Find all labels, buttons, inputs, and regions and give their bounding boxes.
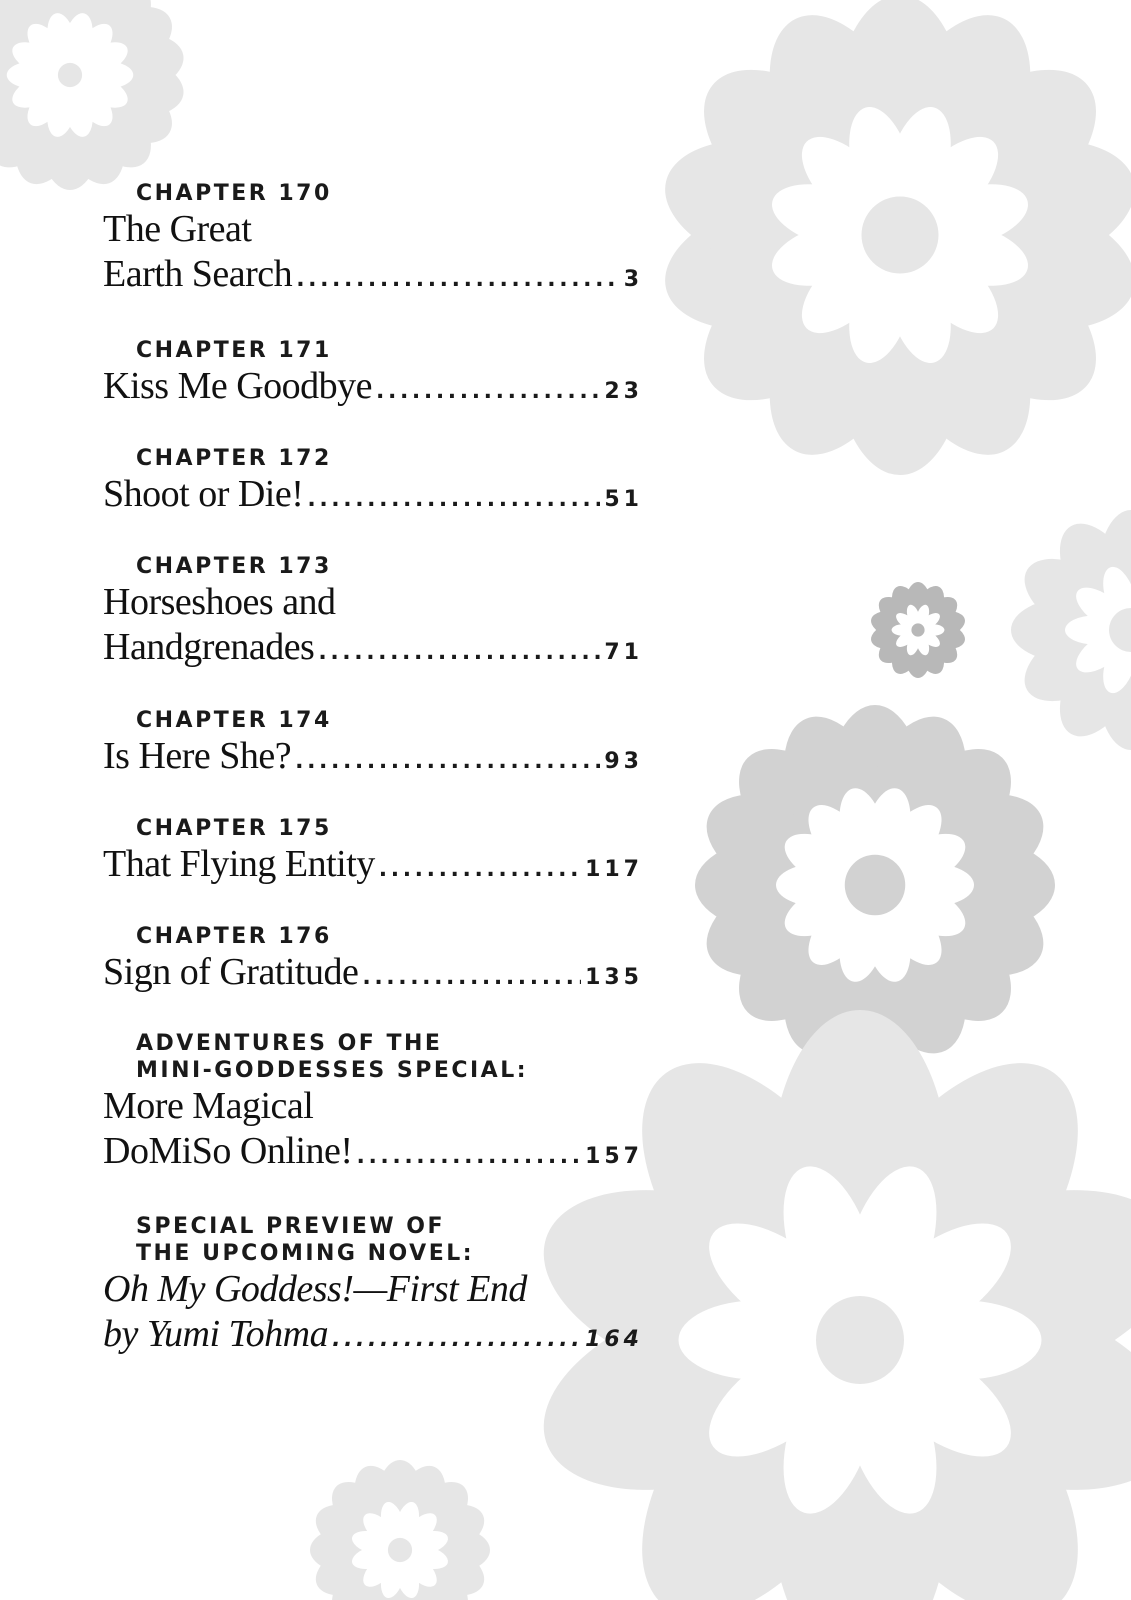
flower-right-edge	[1011, 510, 1131, 750]
chapter-title-line: Earth Search	[103, 253, 293, 295]
flower-bottom-small	[308, 1458, 493, 1600]
chapter-label-line: ADVENTURES OF THE	[136, 1031, 443, 1056]
flower-top-right	[652, 0, 1131, 479]
dot-leader	[357, 1134, 582, 1179]
chapter-title	[103, 734, 643, 784]
toc-entry[interactable]	[103, 445, 643, 522]
toc-entry[interactable]	[103, 815, 643, 892]
chapter-label-line: CHAPTER 174	[136, 708, 332, 733]
chapter-label-line: CHAPTER 171	[136, 338, 332, 363]
chapter-title-line: Kiss Me Goodbye	[103, 365, 373, 407]
dot-leader	[376, 369, 600, 414]
dot-leader	[307, 477, 600, 522]
page-number: 117	[585, 857, 643, 882]
chapter-label-line: THE UPCOMING NOVEL:	[136, 1241, 475, 1266]
chapter-label-line: CHAPTER 172	[136, 446, 332, 471]
page-number: 93	[604, 749, 643, 774]
chapter-label	[136, 815, 643, 842]
chapter-label-line: CHAPTER 173	[136, 554, 332, 579]
chapter-title-line: That Flying Entity	[103, 843, 375, 885]
chapter-title	[103, 950, 643, 1000]
chapter-title	[103, 472, 643, 522]
chapter-title-line: Shoot or Die!	[103, 473, 304, 515]
chapter-label-line: MINI-GODDESSES SPECIAL:	[136, 1058, 529, 1083]
dot-leader	[332, 1317, 581, 1362]
chapter-title-line: Oh My Goddess!—First End	[103, 1268, 527, 1310]
dot-leader	[379, 847, 581, 892]
chapter-label	[136, 1030, 643, 1084]
chapter-title-line: by Yumi Tohma	[103, 1313, 329, 1355]
toc-entry[interactable]	[103, 1030, 643, 1179]
chapter-title-line: Handgrenades	[103, 626, 315, 668]
chapter-title-line: Horseshoes and	[103, 581, 336, 623]
chapter-label-line: SPECIAL PREVIEW OF	[136, 1214, 446, 1239]
page-number: 23	[604, 379, 643, 404]
toc-entry[interactable]	[103, 707, 643, 784]
toc-entry[interactable]	[103, 337, 643, 414]
chapter-label-line: CHAPTER 176	[136, 924, 332, 949]
toc-entry[interactable]	[103, 180, 643, 302]
chapter-label	[136, 337, 643, 364]
chapter-title-line: Sign of Gratitude	[103, 951, 359, 993]
chapter-title	[103, 364, 643, 414]
chapter-title	[103, 1084, 643, 1179]
chapter-title-line: DoMiSo Online!	[103, 1130, 353, 1172]
chapter-label-line: CHAPTER 170	[136, 181, 332, 206]
chapter-label	[136, 553, 643, 580]
chapter-label	[136, 445, 643, 472]
chapter-title-line: Is Here She?	[103, 735, 292, 777]
flower-top-left	[0, 0, 189, 194]
chapter-label	[136, 180, 643, 207]
dot-leader	[295, 739, 600, 784]
chapter-label	[136, 1213, 643, 1267]
chapter-title	[103, 1267, 643, 1362]
dot-leader	[318, 630, 600, 675]
toc-entry[interactable]	[103, 1213, 643, 1362]
chapter-title-line: More Magical	[103, 1085, 314, 1127]
toc-entry[interactable]	[103, 553, 643, 675]
chapter-label	[136, 707, 643, 734]
page-number: 164	[585, 1327, 643, 1352]
dot-leader	[362, 955, 581, 1000]
toc-entry[interactable]	[103, 923, 643, 1000]
flower-small-right	[868, 581, 967, 679]
dot-leader	[296, 257, 620, 302]
page-number: 51	[604, 487, 643, 512]
page-number: 157	[585, 1144, 643, 1169]
chapter-title	[103, 842, 643, 892]
chapter-label	[136, 923, 643, 950]
page-number: 71	[604, 640, 643, 665]
page-number: 3	[623, 267, 643, 292]
chapter-title	[103, 580, 643, 675]
page-number: 135	[585, 965, 643, 990]
chapter-title-line: The Great	[103, 208, 252, 250]
chapter-label-line: CHAPTER 175	[136, 816, 332, 841]
chapter-title	[103, 207, 643, 302]
